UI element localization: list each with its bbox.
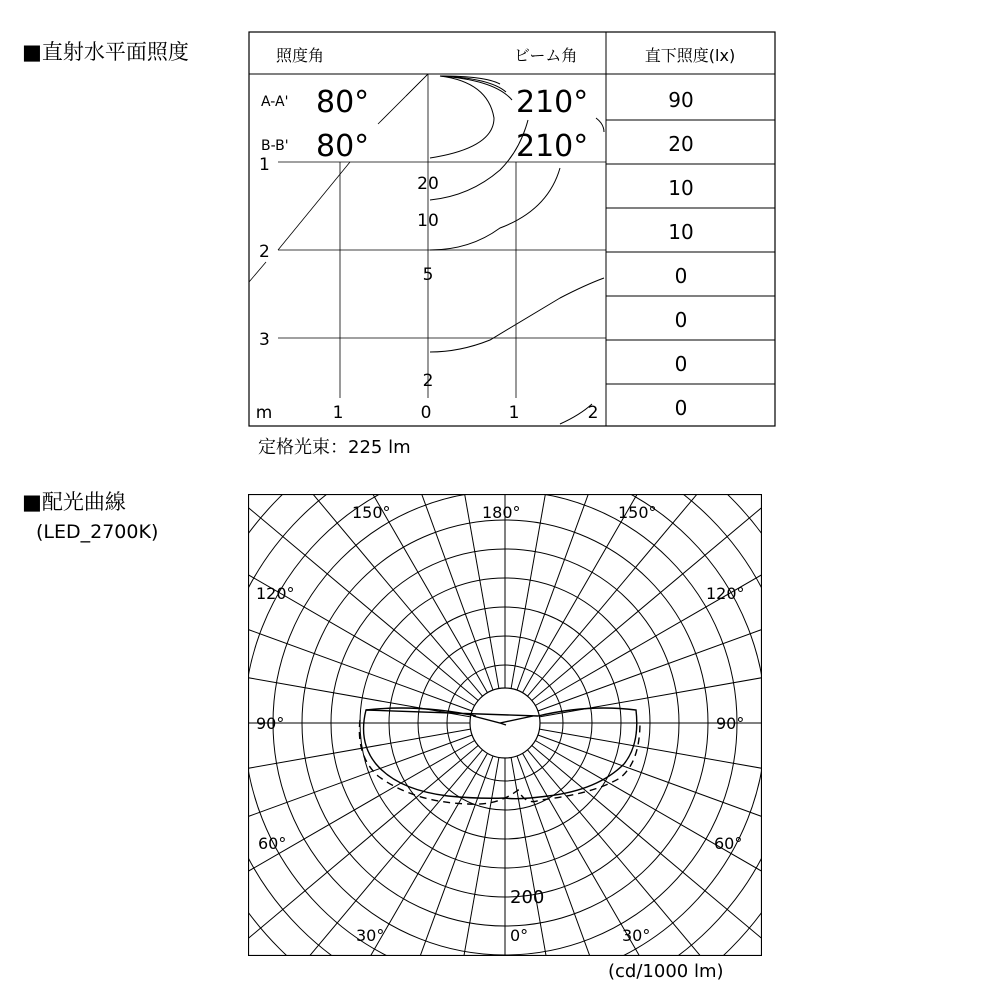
polar-subtitle: (LED_2700K) — [36, 521, 159, 543]
contour-20 — [430, 120, 528, 200]
lux-value: 0 — [674, 264, 688, 288]
horizontal-axis-labels — [256, 403, 599, 423]
contour-label: 2 — [422, 371, 434, 391]
axis-unit-label: m — [255, 403, 273, 423]
lux-value: 0 — [674, 396, 688, 420]
lux-values — [668, 88, 693, 420]
illuminance-grid — [278, 74, 606, 398]
lux-value: 0 — [674, 308, 688, 332]
angle-label: 30° — [622, 926, 651, 945]
header-direct-lux: 直下照度(lx) — [644, 46, 736, 65]
lux-value: 20 — [668, 132, 694, 156]
angle-label: 90° — [256, 714, 285, 733]
depth-labels — [259, 155, 270, 350]
row-beam-b: 210° — [516, 129, 589, 164]
contour-50 — [430, 76, 494, 158]
lux-value: 10 — [668, 176, 694, 200]
angle-label: 90° — [716, 714, 745, 733]
row-angle-a: 80° — [316, 85, 370, 120]
angle-label: 0° — [510, 926, 529, 945]
lux-value: 10 — [668, 220, 694, 244]
header-illuminance-angle: 照度角 — [276, 46, 325, 65]
lux-table-rows — [606, 120, 775, 384]
header-beam-angle: ビーム角 — [514, 46, 578, 65]
angle-label: 60° — [258, 834, 287, 853]
axis-tick-label: 1 — [332, 403, 344, 423]
polar-unit-label: (cd/1000 lm) — [608, 961, 724, 982]
angle-label: 30° — [356, 926, 385, 945]
row-label-b: B-B' — [261, 138, 289, 154]
angle-label: 60° — [714, 834, 743, 853]
angle-label: 120° — [706, 584, 745, 603]
lux-value: 90 — [668, 88, 694, 112]
lux-value: 0 — [674, 352, 688, 376]
contour-5 — [430, 278, 604, 352]
angle-label: 150° — [352, 503, 391, 522]
polar-section-title: ■配光曲線 — [22, 490, 126, 514]
polar-center-circle — [470, 688, 540, 758]
row-angle-b: 80° — [316, 129, 370, 164]
rated-luminous-flux: 定格光束：225 lm — [258, 437, 411, 458]
angle-label: 150° — [618, 503, 657, 522]
axis-tick-label: 1 — [508, 403, 520, 423]
contour-label: 10 — [417, 211, 439, 231]
angle-label: 120° — [256, 584, 295, 603]
axis-tick-label: 0 — [420, 403, 432, 423]
depth-label: 1 — [259, 155, 270, 175]
contour-label: 20 — [417, 174, 439, 194]
contour-10 — [430, 168, 560, 250]
illuminance-section-title: ■直射水平面照度 — [22, 40, 189, 64]
axis-tick-label: 2 — [587, 403, 599, 423]
depth-label: 3 — [259, 330, 270, 350]
angle-label: 180° — [482, 503, 521, 522]
depth-label: 2 — [259, 242, 270, 262]
polar-scale-label: 200 — [510, 887, 545, 908]
contour-label: 5 — [422, 265, 434, 285]
illuminance-diagram — [0, 0, 1000, 470]
row-label-a: A-A' — [261, 94, 289, 110]
polar-distribution-chart — [248, 494, 762, 956]
row-beam-a: 210° — [516, 85, 589, 120]
